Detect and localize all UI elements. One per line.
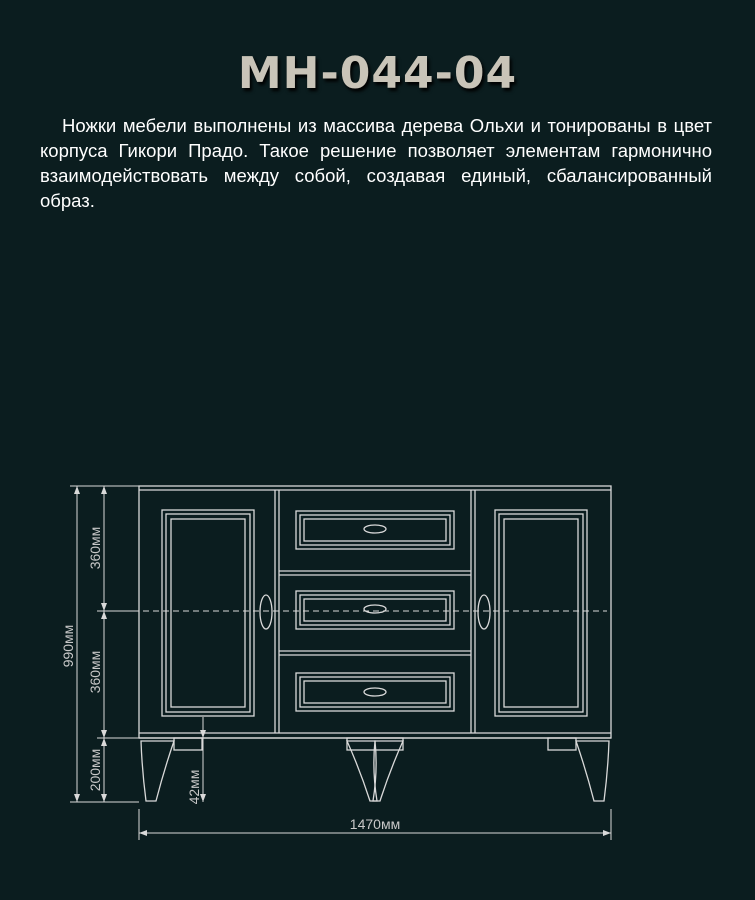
leg-gap-label: 42мм [186, 769, 202, 805]
furniture-drawing [0, 470, 755, 850]
drawer-bottom [296, 673, 454, 711]
upper-height-label: 360мм [87, 526, 103, 570]
product-description: Ножки мебели выполнены из массива дерева Ольхи и тонированы в цвет корпуса Гикори Прадо. Такое решение позволяет элементам гармонично взаимодействовать между собой, создавая единый, сбалансированный образ. [40, 115, 712, 211]
legs-height-label: 200мм [87, 748, 103, 792]
right-door [478, 510, 587, 716]
width-label: 1470мм [349, 816, 401, 832]
total-height-label: 990мм [60, 624, 76, 668]
drawer-top [296, 511, 454, 549]
model-title: MH-044-04 [237, 48, 518, 99]
cabinet-body [139, 486, 611, 738]
drawer-middle [296, 591, 454, 629]
left-door [162, 510, 272, 716]
middle-height-label: 360мм [87, 650, 103, 694]
